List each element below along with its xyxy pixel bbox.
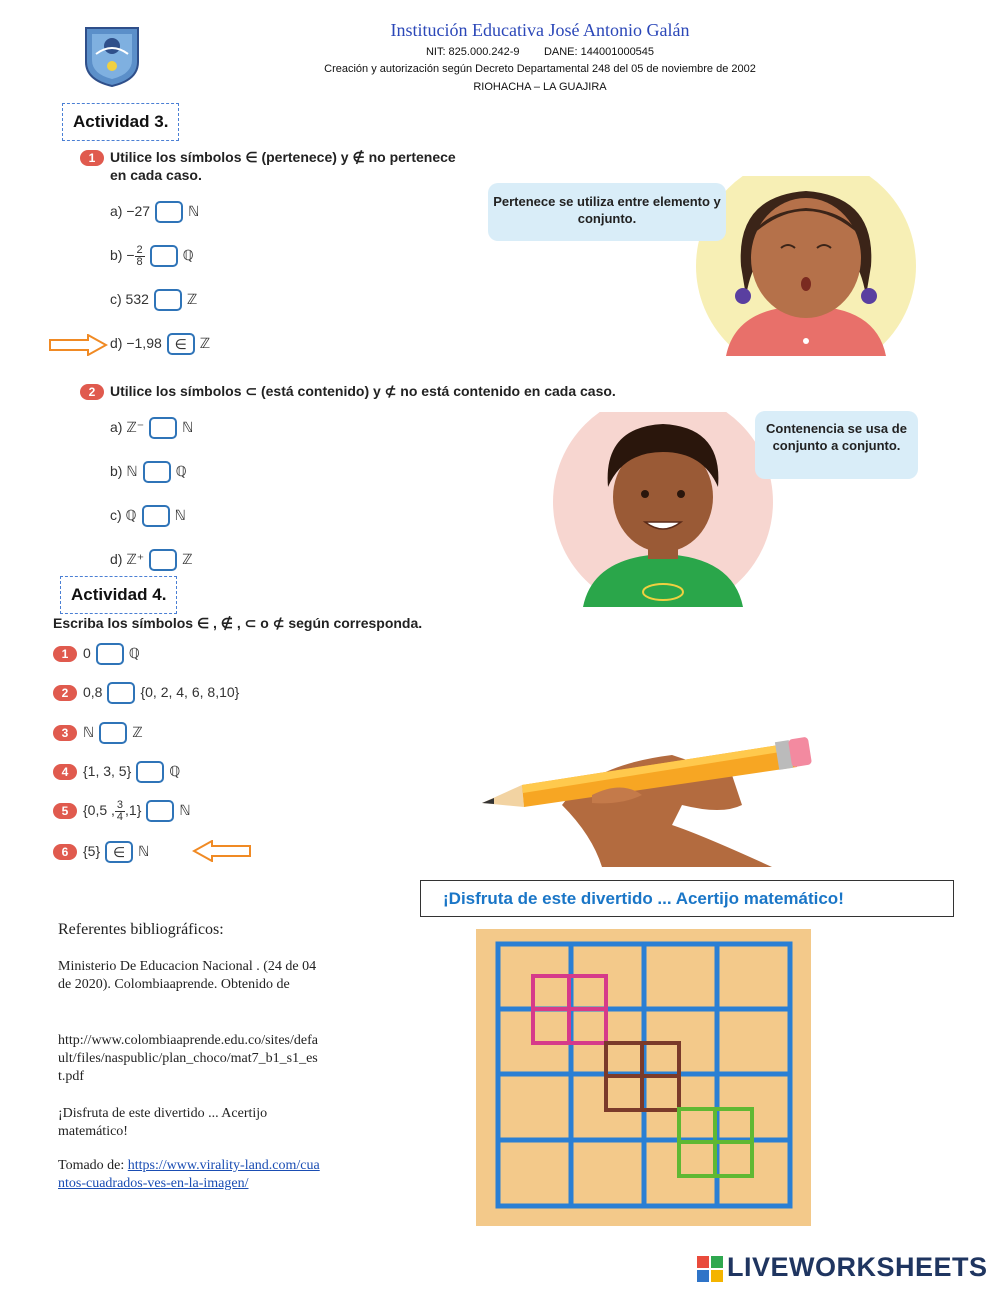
a4-item-1-label: 0 [83, 645, 91, 661]
liveworksheets-brand: LIVEWORKSHEETS [727, 1252, 988, 1282]
a4-item-3-answer-box[interactable] [99, 722, 127, 744]
fraction-denominator: 8 [136, 255, 143, 268]
q2-item-c-answer-box[interactable] [142, 505, 170, 527]
q2-item-a-label: a) ℤ⁻ [110, 419, 145, 435]
a4-item-6-answer-box[interactable]: ∈ [105, 841, 133, 863]
a4-item-3-label: ℕ [83, 724, 95, 740]
q1-item-b-fraction [135, 245, 145, 268]
fraction-numerator: 2 [136, 243, 143, 256]
q1-text-line2: en cada caso. [110, 167, 202, 184]
q2-item-a-answer-box[interactable] [149, 417, 177, 439]
q2-item-c-label: c) ℚ [110, 507, 137, 523]
q2-item-c [110, 502, 186, 528]
pencil-hand-illustration [472, 735, 862, 875]
girl-speech-bubble: Pertenece se utiliza entre elemento y conjunto. [488, 183, 726, 241]
q2-item-d [110, 546, 193, 572]
q2-item-b-set: ℚ [175, 463, 187, 479]
a4-item-4-label: {1, 3, 5} [83, 763, 132, 779]
references-heading: Referentes bibliográficos: [58, 921, 224, 938]
q1-item-a-answer-box[interactable] [155, 201, 183, 223]
q2-item-d-label: d) ℤ⁺ [110, 551, 145, 567]
q1-item-c-answer-box[interactable] [154, 289, 182, 311]
taken-from-prefix: Tomado de: [58, 1158, 128, 1173]
a4-item-2-badge: 2 [53, 685, 77, 701]
a4-item-3-set: ℤ [132, 724, 143, 740]
a4-item-1-badge: 1 [53, 646, 77, 662]
q2-item-b-answer-box[interactable] [143, 461, 171, 483]
q1-text: Utilice los símbolos ∈ (pertenece) y ∉ no pertenece [110, 149, 456, 165]
school-decree: Creación y autorización según Decreto Departamental 248 del 05 de noviembre de 2002 [324, 63, 756, 75]
q2-item-a-set: ℕ [182, 419, 194, 435]
a4-item-2-label: 0,8 [83, 684, 103, 700]
q2-item-c-set: ℕ [174, 507, 186, 523]
activity4-instruction: Escriba los símbolos ∈ , ∉ , ⊂ o ⊄ según corresponda. [53, 615, 423, 631]
a4-item-5-label: {0,5 , [83, 802, 115, 818]
squares-puzzle-image [476, 929, 811, 1231]
reference-entry-1: Ministerio De Educacion Nacional . (24 de 04 de 2020). Colombiaaprende. Obtenido de [58, 959, 317, 992]
a4-item-5-fraction [115, 800, 125, 823]
a4-item-6-set: ℕ [138, 843, 150, 859]
a4-item-1-answer-box[interactable] [96, 643, 124, 665]
a4-item-1 [53, 640, 140, 666]
school-crest [82, 24, 142, 88]
liveworksheets-logo-icon [697, 1256, 723, 1282]
girl-illustration [696, 176, 916, 361]
q2-text: Utilice los símbolos ⊂ (está contenido) y ⊄ no está contenido en cada caso. [110, 383, 616, 399]
a4-item-2 [53, 679, 239, 705]
fraction-denominator: 4 [116, 810, 124, 823]
a4-item-5-answer-box[interactable] [146, 800, 174, 822]
q1-item-d-set: ℤ [199, 335, 211, 351]
reference-url-1: http://www.colombiaaprende.edu.co/sites/default/files/naspublic/plan_choco/mat7_b1_s1_est.pdf [58, 1033, 318, 1084]
q2-item-d-set: ℤ [182, 551, 193, 567]
reference-entry-2: ¡Disfruta de este divertido ... Acertijo matemático! [58, 1106, 268, 1139]
q1-item-b-set: ℚ [182, 247, 194, 263]
q2-item-b-label: b) ℕ [110, 463, 138, 479]
puzzle-title: ¡Disfruta de este divertido ... Acertijo matemático! [420, 880, 954, 917]
q1-item-c [110, 286, 197, 312]
fraction-numerator: 3 [116, 798, 124, 811]
reference-taken-from [58, 1157, 320, 1193]
activity3-q2 [80, 382, 780, 400]
q1-item-d-label: d) −1,98 [110, 335, 162, 351]
activity3-title: Actividad 3. [62, 103, 179, 141]
a4-item-5-badge: 5 [53, 803, 77, 819]
a4-item-3-badge: 3 [53, 725, 77, 741]
school-ids: NIT: 825.000.242-9 DANE: 144001000545 [425, 46, 655, 58]
a4-item-6-badge: 6 [53, 844, 77, 860]
arrow-left-icon [192, 840, 252, 867]
boy-illustration [553, 412, 773, 612]
school-name: Institución Educativa José Antonio Galán [390, 20, 690, 40]
a4-item-2-set: {0, 2, 4, 6, 8,10} [140, 684, 240, 700]
q2-item-b [110, 458, 187, 484]
reference-link-2[interactable]: https://www.virality-land.com/cuantos-cuadrados-ves-en-la-imagen/ [58, 1158, 320, 1191]
boy-speech-bubble: Contenencia se usa de conjunto a conjunto. [755, 411, 918, 479]
a4-item-4-answer-box[interactable] [136, 761, 164, 783]
a4-item-4 [53, 758, 180, 784]
q2-item-d-answer-box[interactable] [149, 549, 177, 571]
q1-item-b-label: b) − [110, 247, 135, 263]
q1-item-a-set: ℕ [188, 203, 200, 219]
a4-item-4-badge: 4 [53, 764, 77, 780]
q1-item-d-answer-box[interactable]: ∈ [167, 333, 195, 355]
a4-item-5 [53, 797, 191, 823]
a4-item-5-set: ℕ [179, 802, 191, 818]
q1-item-a [110, 198, 199, 224]
q1-item-c-set: ℤ [186, 291, 198, 307]
q1-number-badge: 1 [80, 150, 104, 166]
a4-item-3 [53, 719, 143, 745]
a4-item-4-set: ℚ [169, 763, 181, 779]
a4-item-5-label-after: ,1} [125, 802, 142, 818]
arrow-right-icon [48, 334, 108, 361]
school-location: RIOHACHA – LA GUAJIRA [473, 81, 607, 93]
q1-item-b [110, 242, 194, 268]
q1-item-c-label: c) 532 [110, 291, 149, 307]
q1-item-b-answer-box[interactable] [150, 245, 178, 267]
q1-item-a-label: a) −27 [110, 203, 151, 219]
q2-number-badge: 2 [80, 384, 104, 400]
a4-item-6 [53, 838, 149, 864]
q2-item-a [110, 414, 193, 440]
a4-item-2-answer-box[interactable] [107, 682, 135, 704]
a4-item-6-label: {5} [83, 843, 101, 859]
activity4-title: Actividad 4. [60, 576, 177, 614]
q1-item-d [110, 330, 210, 356]
activity3-q1 [80, 148, 580, 184]
a4-item-1-set: ℚ [128, 645, 140, 661]
